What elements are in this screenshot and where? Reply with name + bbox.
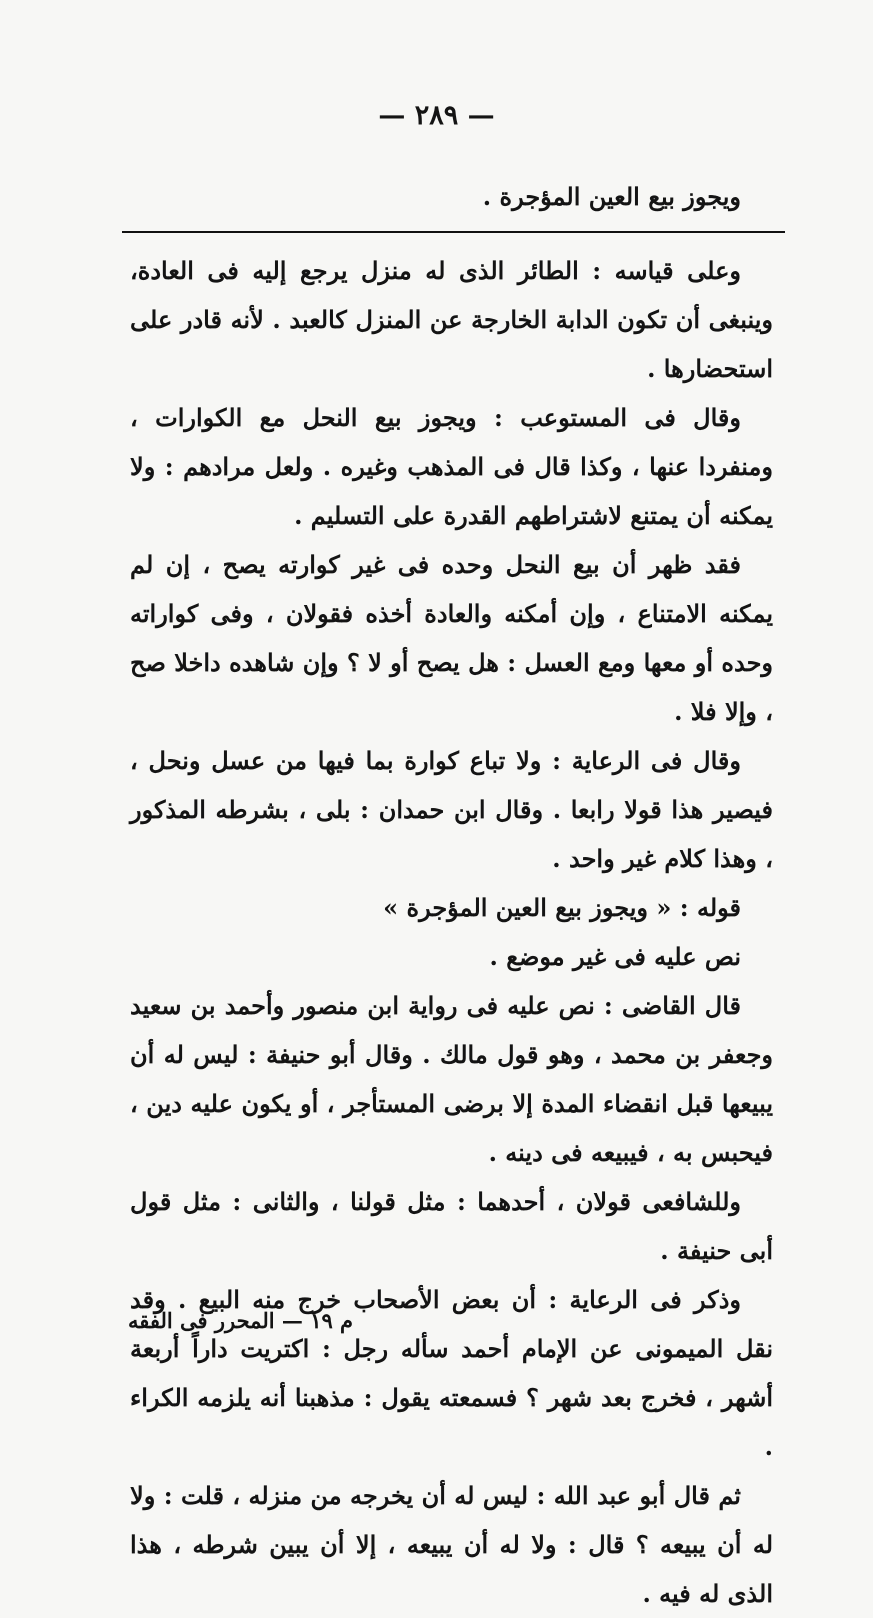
- commentary-paragraph: [130, 393, 773, 540]
- commentary-paragraph: [130, 246, 773, 393]
- commentary-text: وللشافعى قولان ، أحدهما : مثل قولنا ، والثانى : مثل قول أبى حنيفة .: [130, 1187, 773, 1265]
- signature-footer: م ١٩ — المحرر فى الفقه: [128, 1308, 354, 1333]
- commentary-paragraph: [130, 1471, 773, 1618]
- commentary-paragraph: [130, 736, 773, 883]
- quoted-matn-paragraph: [130, 883, 773, 932]
- commentary-paragraph: [130, 932, 773, 981]
- commentary-paragraph: [130, 981, 773, 1177]
- commentary-lead: قوله :: [679, 893, 741, 922]
- commentary-paragraph: [130, 540, 773, 736]
- page-number: — ٢٨٩ —: [378, 100, 495, 131]
- commentary-text: قال القاضى : نص عليه فى رواية ابن منصور وأحمد بن سعيد وجعفر بن محمد ، وهو قول مالك . وقال أبو حنيفة : ليس له أن يبيعها قبل انقضاء المدة إلا برضى المستأجر ، أو يكون عليه دين ، فيحبس به ، فيبيعه فى دينه .: [130, 991, 773, 1167]
- commentary: [130, 246, 773, 1618]
- commentary-text: ثم قال أبو عبد الله : ليس له أن يخرجه من منزله ، قلت : ولا له أن يبيعه ؟ قال : ولا له أن يبيعه ، إلا أن يبين شرطه ، هذا الذى له فيه .: [130, 1481, 773, 1608]
- main-text-line: ويجوز بيع العين المؤجرة .: [482, 182, 741, 211]
- commentary-text: فقد ظهر أن بيع النحل وحده فى غير كوارته يصح ، إن لم يمكنه الامتناع ، وإن أمكنه والعادة أخذه فقولان ، وفى كواراته وحده أو معها ومع العسل : هل يصح أو لا ؟ وإن شاهده داخلا صح ، وإلا فلا .: [130, 550, 773, 726]
- commentary-text: وذكر فى الرعاية : أن بعض الأصحاب خرج منه البيع . وقد نقل الميمونى عن الإمام أحمد سأله رجل : اكتريت داراً أربعة أشهر ، فخرج بعد شهر ؟ فسمعته يقول : مذهبنا أنه يلزمه الكراء .: [130, 1285, 774, 1461]
- main-text: [130, 172, 773, 221]
- commentary-text: نص عليه فى غير موضع .: [489, 942, 741, 971]
- commentary-text: « ويجوز بيع العين المؤجرة »: [383, 893, 672, 922]
- commentary-paragraph: [130, 1275, 773, 1471]
- commentary-text: وقال فى الرعاية : ولا تباع كوارة بما فيها من عسل ونحل ، فيصير هذا قولا رابعا . وقال ابن حمدان : بلى ، بشرطه المذكور ، وهذا كلام غير واحد .: [130, 746, 773, 873]
- footnote-divider: [122, 231, 785, 233]
- commentary-text: وقال فى المستوعب : ويجوز بيع النحل مع الكوارات ، ومنفردا عنها ، وكذا قال فى المذهب وغيره . ولعل مرادهم : ولا يمكنه أن يمتنع لاشتراطهم القدرة على التسليم .: [130, 403, 773, 530]
- commentary-text: وعلى قياسه : الطائر الذى له منزل يرجع إليه فى العادة، وينبغى أن تكون الدابة الخارجة عن المنزل كالعبد . لأنه قادر على استحضارها .: [130, 256, 773, 383]
- commentary-paragraph: [130, 1177, 773, 1275]
